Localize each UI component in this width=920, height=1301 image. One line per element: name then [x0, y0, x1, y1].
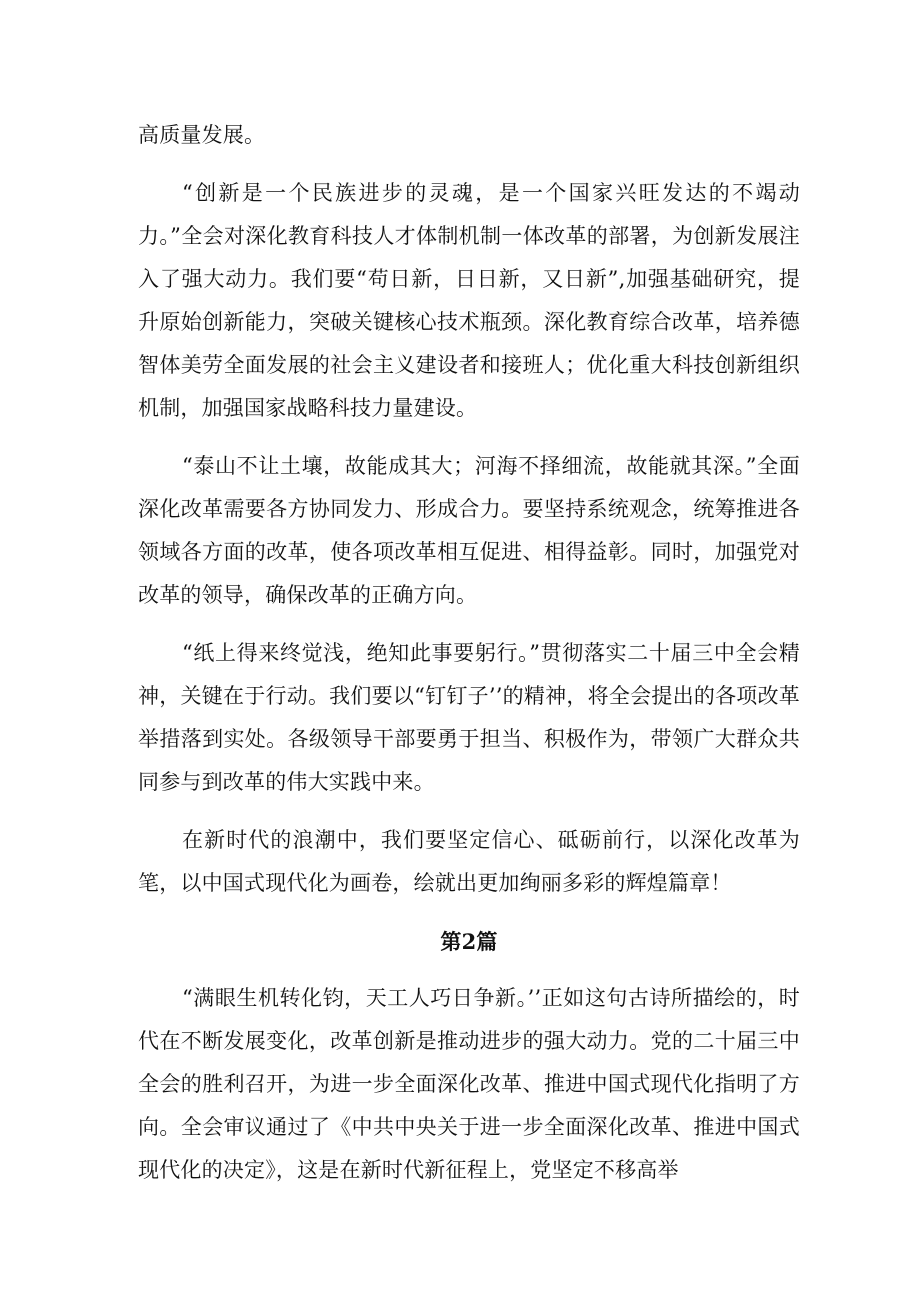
document-body	[138, 114, 800, 1207]
paragraph-taishan: “泰山不让土壤，故能成其大；河海不择细流，故能就其深。”全面深化改革需要各方协同发力、形成合力。要坚持系统观念，统筹推进各领域各方面的改革，使各项改革相互促进、相得益彰。同时，加强党对改革的领导，确保改革的正确方向。	[138, 454, 800, 607]
paragraph-innovation: “创新是一个民族进步的灵魂，是一个国家兴旺发达的不竭动力。”全会对深化教育科技人才体制机制一体改革的部署，为创新发展注入了强大动力。我们要“苟日新，日日新，又日新”,加强基础研究，提升原始创新能力，突破关键核心技术瓶颈。深化教育综合改革，培养德智体美劳全面发展的社会主义建设者和接班人；优化重大科技创新组织机制，加强国家战略科技力量建设。	[138, 181, 800, 420]
section-title: 第2篇	[440, 929, 498, 954]
paragraph-conclusion: 在新时代的浪潮中，我们要坚定信心、砥砺前行，以深化改革为笔，以中国式现代化为画卷，绘就出更加绚丽多彩的辉煌篇章！	[138, 828, 800, 895]
paragraph-section2-intro: “满眼生机转化钧，天工人巧日争新。’’正如这句古诗所描绘的，时代在不断发展变化，改革创新是推动进步的强大动力。党的二十届三中全会的胜利召开，为进一步全面深化改革、推进中国式现代化指明了方向。全会审议通过了《中共中央关于进一步全面深化改革、推进中国式现代化的决定》，这是在新时代新征程上，党坚定不移高举	[138, 986, 800, 1182]
paragraph-continuation: 高质量发展。	[138, 123, 266, 147]
paragraph-action: “纸上得来终觉浅，绝知此事要躬行。”贯彻落实二十届三中全会精神，关键在于行动。我们要以“钉钉子’’的精神，将全会提出的各项改革举措落到实处。各级领导干部要勇于担当、积极作为，带领广大群众共同参与到改革的伟大实践中来。	[138, 641, 800, 794]
